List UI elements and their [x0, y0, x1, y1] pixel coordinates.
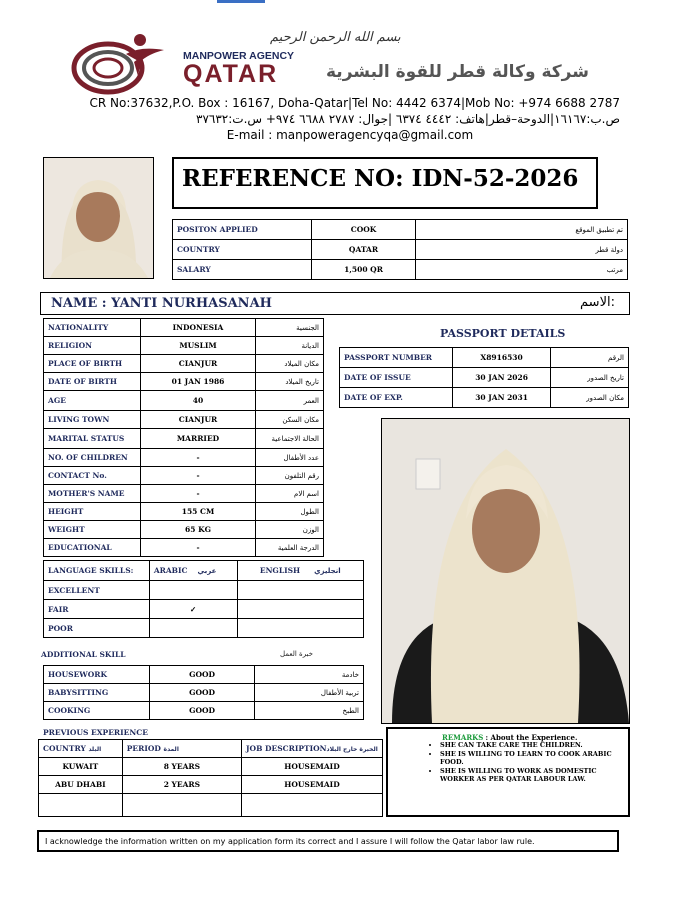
exp-job: HOUSEMAID [241, 758, 382, 776]
personal-value: MARRIED [140, 429, 255, 449]
remarks-subtitle: : About the Experience. [485, 733, 578, 742]
skill-label: HOUSEWORK [44, 666, 150, 684]
basmala-text: بسم الله الرحمن الرحيم [270, 30, 401, 45]
position-table [172, 219, 628, 280]
passport-label: PASSPORT NUMBER [340, 348, 453, 368]
passport-label-arabic: تاريخ الصدور [551, 368, 629, 388]
experience-table [38, 739, 383, 817]
arabic-label: ARABIC [153, 566, 188, 575]
language-level: POOR [44, 619, 150, 638]
personal-label: HEIGHT [44, 503, 141, 521]
personal-row [44, 319, 324, 337]
position-label: POSITON APPLIED [173, 220, 312, 240]
name-label-arabic: الاسم: [580, 295, 615, 310]
personal-value: CIANJUR [140, 355, 255, 373]
personal-label-arabic: الوزن [256, 521, 324, 539]
personal-label-arabic: مكان الميلاد [256, 355, 324, 373]
remark-item: • SHE IS WILLING TO WORK AS DOMESTIC WORKER AS PER QATAR LABOUR LAW. [440, 767, 620, 784]
personal-label: MARITAL STATUS [44, 429, 141, 449]
skill-value: GOOD [149, 702, 255, 720]
personal-row [44, 521, 324, 539]
email-line: E-mail : manpoweragencyqa@gmail.com [226, 128, 474, 142]
contact-line-english: CR No:37632,P.O. Box : 16167, Doha-Qatar|Tel No: 4442 6374|Mob No: +974 6688 2787 [89, 96, 620, 110]
exp-period [122, 794, 241, 817]
agency-name-arabic: شركة وكالة قطر للقوة البشرية [326, 62, 589, 82]
personal-label-arabic: رقم التلفون [256, 467, 324, 485]
personal-row [44, 411, 324, 429]
acknowledgement-box [37, 830, 619, 852]
personal-label-arabic: تاريخ الميلاد [256, 373, 324, 391]
personal-row [44, 467, 324, 485]
position-row [173, 220, 628, 240]
logo-emblem-icon [68, 28, 180, 98]
position-row [173, 260, 628, 280]
additional-skill-title-arabic: خبرة العمل [280, 650, 313, 658]
language-arabic-mark [149, 581, 237, 600]
language-table [43, 560, 364, 638]
language-english-mark [237, 581, 363, 600]
personal-row [44, 503, 324, 521]
passport-photo-small [43, 157, 154, 279]
exp-country [39, 794, 123, 817]
personal-row [44, 355, 324, 373]
applicant-name: NAME : YANTI NURHASANAH [51, 296, 272, 311]
personal-value: INDONESIA [140, 319, 255, 337]
personal-value: 155 CM [140, 503, 255, 521]
additional-skill-table [43, 665, 364, 720]
contact-line-arabic: ص.ب:١٦١٦٧|الدوحة–قطر|هاتف: ٤٤٤٢ ٦٣٧٤ |جوال: ٢٧٨٧ ٦٦٨٨ ٩٧٤+ س.ت:٣٧٦٣٢ [196, 112, 620, 126]
personal-label-arabic: الحالة الاجتماعية [256, 429, 324, 449]
passport-label: DATE OF ISSUE [340, 368, 453, 388]
additional-skill-row [44, 684, 364, 702]
skill-label-arabic: خادمة [255, 666, 364, 684]
position-label: COUNTRY [173, 240, 312, 260]
exp-col-period: PERIOD المدة [122, 740, 241, 758]
exp-country: ABU DHABI [39, 776, 123, 794]
exp-col-job: JOB DESCRIPTIONالخبرة خارج البلاد [241, 740, 382, 758]
personal-value: CIANJUR [140, 411, 255, 429]
acknowledgement-text: I acknowledge the information written on my application form its correct and I assure I will follow the Qatar labor law rule. [45, 837, 535, 846]
language-level: EXCELLENT [44, 581, 150, 600]
personal-value: - [140, 449, 255, 467]
position-value: 1,500 QR [312, 260, 416, 280]
experience-row [39, 758, 383, 776]
exp-job: HOUSEMAID [241, 776, 382, 794]
passport-value: 30 JAN 2031 [452, 388, 551, 408]
skill-value: GOOD [149, 666, 255, 684]
personal-label: MOTHER'S NAME [44, 485, 141, 503]
experience-row [39, 794, 383, 817]
personal-label-arabic: الدرجة العلمية [256, 539, 324, 557]
personal-row [44, 337, 324, 355]
skill-label: BABYSITTING [44, 684, 150, 702]
passport-label-arabic: مكان الصدور [551, 388, 629, 408]
personal-value: - [140, 539, 255, 557]
personal-label-arabic: الجنسية [256, 319, 324, 337]
agency-logo [68, 28, 180, 98]
personal-value: 01 JAN 1986 [140, 373, 255, 391]
position-label-arabic: تم تطبيق الموقع [416, 220, 628, 240]
personal-label-arabic: اسم الام [256, 485, 324, 503]
experience-title: PREVIOUS EXPERIENCE [43, 728, 148, 737]
exp-country: KUWAIT [39, 758, 123, 776]
additional-skill-row [44, 666, 364, 684]
language-arabic-mark [149, 619, 237, 638]
portrait-icon [44, 158, 153, 278]
agency-name-main: QATAR [183, 60, 279, 88]
personal-label-arabic: العمر [256, 391, 324, 411]
passport-value: 30 JAN 2026 [452, 368, 551, 388]
agency-name-top: MANPOWER AGENCY [183, 50, 295, 62]
personal-label: WEIGHT [44, 521, 141, 539]
language-header-row [44, 561, 364, 581]
personal-label-arabic: مكان السكن [256, 411, 324, 429]
exp-job [241, 794, 382, 817]
personal-label: PLACE OF BIRTH [44, 355, 141, 373]
personal-value: - [140, 467, 255, 485]
personal-row [44, 539, 324, 557]
personal-row [44, 485, 324, 503]
personal-label: CONTACT No. [44, 467, 141, 485]
personal-label: DATE OF BIRTH [44, 373, 141, 391]
skill-label: COOKING [44, 702, 150, 720]
exp-period: 8 YEARS [122, 758, 241, 776]
reference-box [172, 157, 598, 209]
personal-label: AGE [44, 391, 141, 411]
english-label-arabic: انجليزي [314, 567, 341, 575]
language-level: FAIR [44, 600, 150, 619]
personal-row [44, 429, 324, 449]
skill-label-arabic: تربية الأطفال [255, 684, 364, 702]
remark-item: • SHE CAN TAKE CARE THE CHILDREN. [440, 741, 620, 750]
personal-details-table [43, 318, 324, 557]
reference-number: REFERENCE NO: IDN-52-2026 [182, 165, 579, 192]
passport-table [339, 347, 629, 408]
language-arabic-mark: ✓ [149, 600, 237, 619]
top-accent-bar [217, 0, 265, 3]
passport-row [340, 368, 629, 388]
position-label-arabic: دولة قطر [416, 240, 628, 260]
position-value: QATAR [312, 240, 416, 260]
position-label: SALARY [173, 260, 312, 280]
personal-label: LIVING TOWN [44, 411, 141, 429]
position-row [173, 240, 628, 260]
full-portrait-icon [382, 419, 629, 723]
full-photo [381, 418, 630, 724]
language-row [44, 619, 364, 638]
skill-value: GOOD [149, 684, 255, 702]
personal-label-arabic: الديانة [256, 337, 324, 355]
language-english-mark [237, 619, 363, 638]
language-row [44, 581, 364, 600]
language-english-mark [237, 600, 363, 619]
language-col-english [237, 561, 363, 581]
personal-label: NATIONALITY [44, 319, 141, 337]
personal-label: EDUCATIONAL [44, 539, 141, 557]
experience-row [39, 776, 383, 794]
passport-title: PASSPORT DETAILS [440, 327, 566, 340]
personal-value: 65 KG [140, 521, 255, 539]
exp-period: 2 YEARS [122, 776, 241, 794]
exp-col-country: COUNTRY البلد [39, 740, 123, 758]
position-value: COOK [312, 220, 416, 240]
personal-label-arabic: عدد الأطفال [256, 449, 324, 467]
remarks-box [386, 727, 630, 817]
personal-value: 40 [140, 391, 255, 411]
remark-item: • SHE IS WILLING TO LEARN TO COOK ARABIC FOOD. [440, 750, 620, 767]
passport-row [340, 348, 629, 368]
personal-label: RELIGION [44, 337, 141, 355]
passport-row [340, 388, 629, 408]
english-label: ENGLISH [259, 566, 301, 575]
passport-label: DATE OF EXP. [340, 388, 453, 408]
remarks-title: REMARKS [442, 733, 484, 742]
position-label-arabic: مرتب [416, 260, 628, 280]
personal-label-arabic: الطول [256, 503, 324, 521]
remarks-list [388, 741, 620, 784]
passport-label-arabic: الرقم [551, 348, 629, 368]
personal-row [44, 373, 324, 391]
skill-label-arabic: الطبخ [255, 702, 364, 720]
personal-row [44, 449, 324, 467]
language-row [44, 600, 364, 619]
language-col-arabic [149, 561, 237, 581]
personal-value: MUSLIM [140, 337, 255, 355]
passport-value: X8916530 [452, 348, 551, 368]
arabic-label-arabic: عربي [197, 567, 217, 575]
additional-skill-row [44, 702, 364, 720]
personal-row [44, 391, 324, 411]
additional-skill-title: ADDITIONAL SKILL [41, 650, 126, 659]
name-bar [40, 292, 630, 315]
personal-value: - [140, 485, 255, 503]
personal-label: NO. OF CHILDREN [44, 449, 141, 467]
language-header: LANGUAGE SKILLS: [44, 561, 150, 581]
